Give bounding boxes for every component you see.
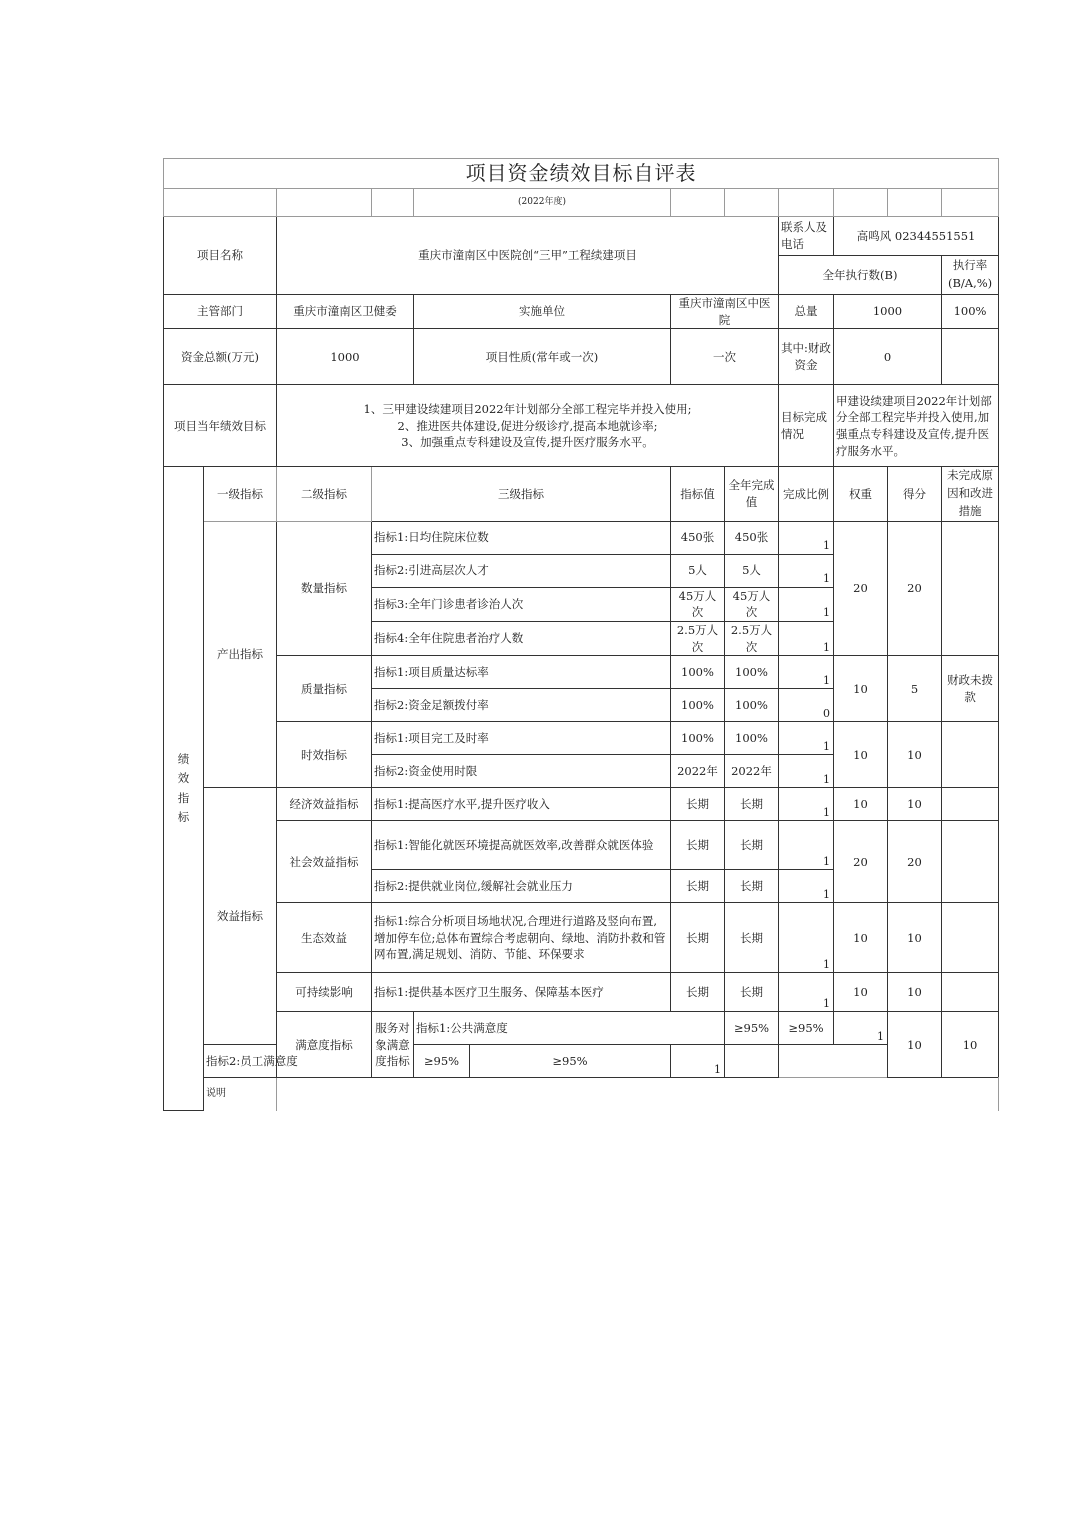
row-l3: 指标1:综合分析项目场地状况,合理进行道路及竖向布置,增加停车位;总体布置综合考虑朝向、绿地、消防扑救和管网布置,满足规划、消防、节能、环保要求 xyxy=(372,903,671,973)
row-l2: 时效指标 xyxy=(277,722,372,788)
row-score: 5 xyxy=(888,656,942,722)
project-name: 重庆市潼南区中医院创“三甲”工程续建项目 xyxy=(277,217,779,295)
row-score: 10 xyxy=(888,722,942,788)
row-l3: 指标1:项目完工及时率 xyxy=(372,722,671,755)
row-target: 450张 xyxy=(671,521,725,554)
completion-value: 甲建设续建项目2022年计划部分全部工程完毕并投入使用,加强重点专科建设及宣传,提升医疗服务水平。 xyxy=(834,385,999,467)
row-l3: 指标4:全年住院患者治疗人数 xyxy=(372,622,671,656)
row-target: ≥95% xyxy=(725,1012,779,1045)
row-actual: 100% xyxy=(725,689,779,722)
group-benefit: 效益指标 xyxy=(204,788,277,1045)
row-weight: 20 xyxy=(834,521,888,656)
row-score: 10 xyxy=(888,973,942,1012)
row-actual: 5人 xyxy=(725,554,779,587)
row-score: 20 xyxy=(888,521,942,656)
exec-rate-label: 执行率(B/A,%) xyxy=(942,256,999,295)
row-reason xyxy=(942,521,999,656)
row-actual: ≥95% xyxy=(779,1012,834,1045)
group-output: 产出指标 xyxy=(204,521,277,788)
row-ratio: 1 xyxy=(779,903,834,973)
dept-value: 重庆市潼南区卫健委 xyxy=(277,295,414,329)
row-ratio: 1 xyxy=(779,521,834,554)
total-value: 1000 xyxy=(834,295,942,329)
row-reason xyxy=(942,821,999,903)
row-actual: 100% xyxy=(725,656,779,689)
row-target: 长期 xyxy=(671,973,725,1012)
row-l3: 指标2:资金足额拨付率 xyxy=(372,689,671,722)
contact-value: 高鸣风 02344551551 xyxy=(834,217,999,256)
row-ratio: 1 xyxy=(779,722,834,755)
row-l3: 指标1:提供基本医疗卫生服务、保障基本医疗 xyxy=(372,973,671,1012)
project-name-label: 项目名称 xyxy=(164,217,277,295)
header-score: 得分 xyxy=(888,467,942,521)
annual-exec-label: 全年执行数(B) xyxy=(779,256,942,295)
header-level3: 三级指标 xyxy=(372,467,671,521)
completion-label: 目标完成情况 xyxy=(779,385,834,467)
contact-label: 联系人及电话 xyxy=(779,217,834,256)
row-weight: 10 xyxy=(834,788,888,821)
row-l3: 指标2:提供就业岗位,缓解社会就业压力 xyxy=(372,870,671,903)
total-label: 总量 xyxy=(779,295,834,329)
row-target: 5人 xyxy=(671,554,725,587)
row-weight: 10 xyxy=(834,973,888,1012)
row-l2: 数量指标 xyxy=(277,521,372,656)
header-actual: 全年完成值 xyxy=(725,467,779,521)
row-weight: 10 xyxy=(888,1012,942,1078)
row-reason xyxy=(942,973,999,1012)
row-score: 10 xyxy=(888,903,942,973)
header-target: 指标值 xyxy=(671,467,725,521)
header-level1: 一级指标 xyxy=(204,467,277,521)
row-reason: 财政未拨款 xyxy=(942,656,999,722)
row-l2: 质量指标 xyxy=(277,656,372,722)
row-actual: 2.5万人次 xyxy=(725,622,779,656)
row-actual: 45万人次 xyxy=(725,587,779,621)
row-l2: 经济效益指标 xyxy=(277,788,372,821)
row-l3: 指标1:提高医疗水平,提升医疗收入 xyxy=(372,788,671,821)
row-weight: 10 xyxy=(834,722,888,788)
row-ratio: 1 xyxy=(779,821,834,870)
note-value xyxy=(277,1078,999,1111)
row-ratio: 0 xyxy=(779,689,834,722)
row-l3: 指标2:员工满意度 xyxy=(204,1045,414,1078)
row-l2: 服务对象满意度指标 xyxy=(372,1012,414,1078)
row-actual: 长期 xyxy=(725,870,779,903)
finance-value: 0 xyxy=(834,329,942,385)
goal-text xyxy=(277,385,779,467)
row-target: 2.5万人次 xyxy=(671,622,725,656)
row-reason xyxy=(942,722,999,788)
row-l2: 社会效益指标 xyxy=(277,821,372,903)
row-actual: 2022年 xyxy=(725,755,779,788)
fund-label: 资金总额(万元) xyxy=(164,329,277,385)
row-actual: 100% xyxy=(725,722,779,755)
row-actual: 长期 xyxy=(725,973,779,1012)
row-actual: ≥95% xyxy=(470,1045,671,1078)
fund-value: 1000 xyxy=(277,329,414,385)
row-actual: 长期 xyxy=(725,903,779,973)
row-score: 10 xyxy=(888,788,942,821)
group-satisfaction: 满意度指标 xyxy=(277,1012,372,1078)
goal-label: 项目当年绩效目标 xyxy=(164,385,277,467)
row-target: 长期 xyxy=(671,788,725,821)
year-label: (2022年度) xyxy=(414,189,671,217)
evaluation-table xyxy=(163,158,999,1111)
row-ratio: 1 xyxy=(779,587,834,621)
row-ratio: 1 xyxy=(779,788,834,821)
header-ratio: 完成比例 xyxy=(779,467,834,521)
header-level2: 二级指标 xyxy=(277,467,372,521)
row-target: 100% xyxy=(671,722,725,755)
row-target: 100% xyxy=(671,689,725,722)
row-reason xyxy=(942,788,999,821)
row-target: 长期 xyxy=(671,870,725,903)
row-ratio: 1 xyxy=(834,1012,888,1045)
row-ratio: 1 xyxy=(779,656,834,689)
finance-label: 其中:财政资金 xyxy=(779,329,834,385)
note-label: 说明 xyxy=(204,1078,277,1111)
row-l2: 可持续影响 xyxy=(277,973,372,1012)
evaluation-sheet xyxy=(163,158,994,1111)
row-target: 2022年 xyxy=(671,755,725,788)
row-score: 20 xyxy=(888,821,942,903)
row-l2: 生态效益 xyxy=(277,903,372,973)
row-weight: 20 xyxy=(834,821,888,903)
row-l3: 指标3:全年门诊患者诊治人次 xyxy=(372,587,671,621)
row-l3: 指标2:资金使用时限 xyxy=(372,755,671,788)
row-l3: 指标1:项目质量达标率 xyxy=(372,656,671,689)
row-ratio: 1 xyxy=(779,973,834,1012)
row-weight: 10 xyxy=(834,656,888,722)
dept-label: 主管部门 xyxy=(164,295,277,329)
impl-label: 实施单位 xyxy=(414,295,671,329)
row-ratio: 1 xyxy=(779,755,834,788)
row-actual: 长期 xyxy=(725,821,779,870)
row-target: 长期 xyxy=(671,821,725,870)
row-ratio: 1 xyxy=(779,622,834,656)
nature-value: 一次 xyxy=(671,329,779,385)
row-ratio: 1 xyxy=(779,870,834,903)
goal-line-1: 1、三甲建设续建项目2022年计划部分全部工程完毕并投入使用; xyxy=(363,401,692,416)
header-reason: 未完成原因和改进措施 xyxy=(942,467,999,521)
total-rate: 100% xyxy=(942,295,999,329)
goal-line-3: 3、加强重点专科建设及宣传,提升医疗服务水平。 xyxy=(401,435,654,450)
row-l3: 指标1:日均住院床位数 xyxy=(372,521,671,554)
row-reason xyxy=(942,903,999,973)
row-target: ≥95% xyxy=(414,1045,470,1078)
row-target: 100% xyxy=(671,656,725,689)
nature-label: 项目性质(常年或一次) xyxy=(414,329,671,385)
row-target: 长期 xyxy=(671,903,725,973)
header-weight: 权重 xyxy=(834,467,888,521)
impl-value: 重庆市潼南区中医院 xyxy=(671,295,779,329)
row-l3: 指标1:智能化就医环境提高就医效率,改善群众就医体验 xyxy=(372,821,671,870)
row-score: 10 xyxy=(942,1012,999,1078)
row-weight: 10 xyxy=(834,903,888,973)
row-l3: 指标1:公共满意度 xyxy=(414,1012,725,1045)
row-l3: 指标2:引进高层次人才 xyxy=(372,554,671,587)
page-title: 项目资金绩效目标自评表 xyxy=(164,159,999,189)
goal-line-2: 2、推进医共体建设,促进分级诊疗,提高本地就诊率; xyxy=(397,418,658,433)
row-ratio: 1 xyxy=(671,1045,725,1078)
row-actual: 长期 xyxy=(725,788,779,821)
row-target: 45万人次 xyxy=(671,587,725,621)
row-ratio: 1 xyxy=(779,554,834,587)
section-label: 绩效指标 xyxy=(164,467,204,1111)
row-actual: 450张 xyxy=(725,521,779,554)
